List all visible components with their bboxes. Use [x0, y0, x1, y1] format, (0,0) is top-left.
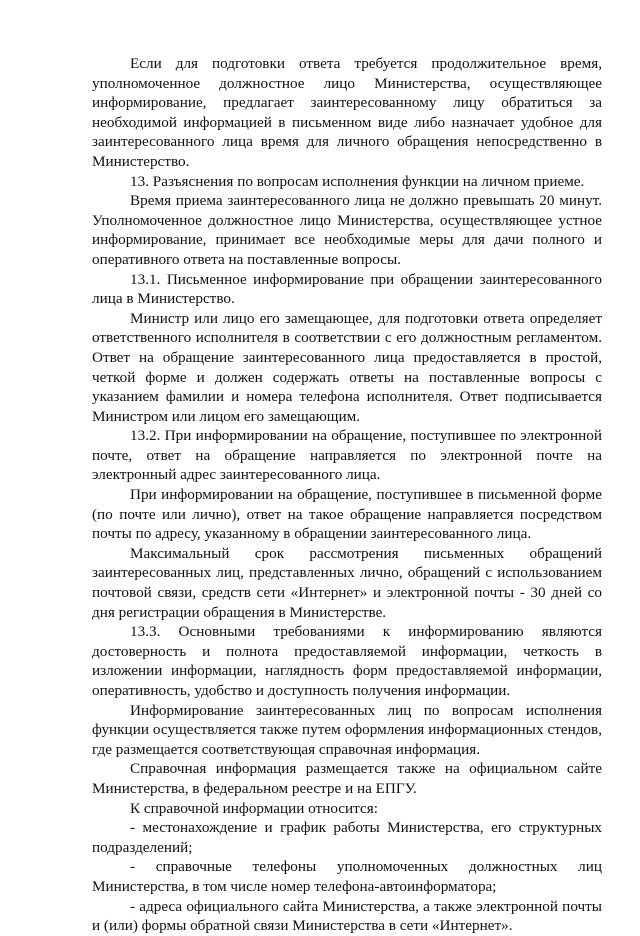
list-item: - местонахождение и график работы Министерства, его структурных подразделений;: [92, 819, 602, 856]
paragraph: Справочная информация размещается также на официальном сайте Министерства, в федеральном реестре и на ЕПГУ.: [92, 760, 602, 797]
section-heading: 13. Разъяснения по вопросам исполнения функции на личном приеме.: [130, 172, 585, 190]
paragraph: 13.3. Основными требованиями к информированию являются достоверность и полнота предоставляемой информации, четкость в изложении информации, наглядность форм предоставляемой информации, оперативность, удобство и доступность получения информации.: [92, 623, 602, 699]
paragraph: При информировании на обращение, поступившее в письменной форме (по почте или лично), ответ на такое обращение направляется посредством почты по адресу, указанному в обращении заинтересованного лица.: [92, 486, 602, 543]
paragraph: Время приема заинтересованного лица не должно превышать 20 минут. Уполномоченное должностное лицо Министерства, осуществляющее устное информирование, принимает все необходимые меры для дачи полного и оперативного ответа на поставленные вопросы.: [92, 192, 602, 268]
paragraph: К справочной информации относится:: [130, 799, 378, 817]
list-item: - адреса официального сайта Министерства, а также электронной почты и (или) формы обратной связи Министерства в сети «Интернет».: [92, 897, 602, 935]
document-page: [92, 54, 602, 936]
paragraph: Максимальный срок рассмотрения письменных обращений заинтересованных лиц, представленных лично, обращений с использованием почтовой связи, средств сети «Интернет» и электронной почты - 30 дней со дня регистрации обращения в Министерстве.: [92, 544, 602, 621]
paragraph: 13.2. При информировании на обращение, поступившее по электронной почте, ответ на обращение направляется по электронной почте на электронный адрес заинтересованного лица.: [92, 427, 602, 484]
paragraph: Министр или лицо его замещающее, для подготовки ответа определяет ответственного исполнителя в соответствии с его должностным регламентом. Ответ на обращение заинтересованного лица предоставляется в простой, четкой форме и должен содержать ответы на поставленные вопросы с указанием фамилии и номера телефона исполнителя. Ответ подписывается Министром или лицом его замещающим.: [92, 309, 602, 425]
section-heading: 13.1. Письменное информирование при обращении заинтересованного лица в Министерство.: [92, 270, 602, 308]
paragraph: Если для подготовки ответа требуется продолжительное время, уполномоченное должностное лицо Министерства, осуществляющее информирование, предлагает заинтересованному лицу обратиться за необходимой информацией в письменном виде либо назначает удобное для заинтересованного лица время для личного обращения непосредственно в Министерство.: [92, 55, 602, 170]
list-item: - справочные телефоны уполномоченных должностных лиц Министерства, в том числе номер телефона-автоинформатора;: [92, 858, 602, 895]
paragraph: Информирование заинтересованных лиц по вопросам исполнения функции осуществляется также путем оформления информационных стендов, где размещается соответствующая справочная информация.: [92, 701, 602, 758]
